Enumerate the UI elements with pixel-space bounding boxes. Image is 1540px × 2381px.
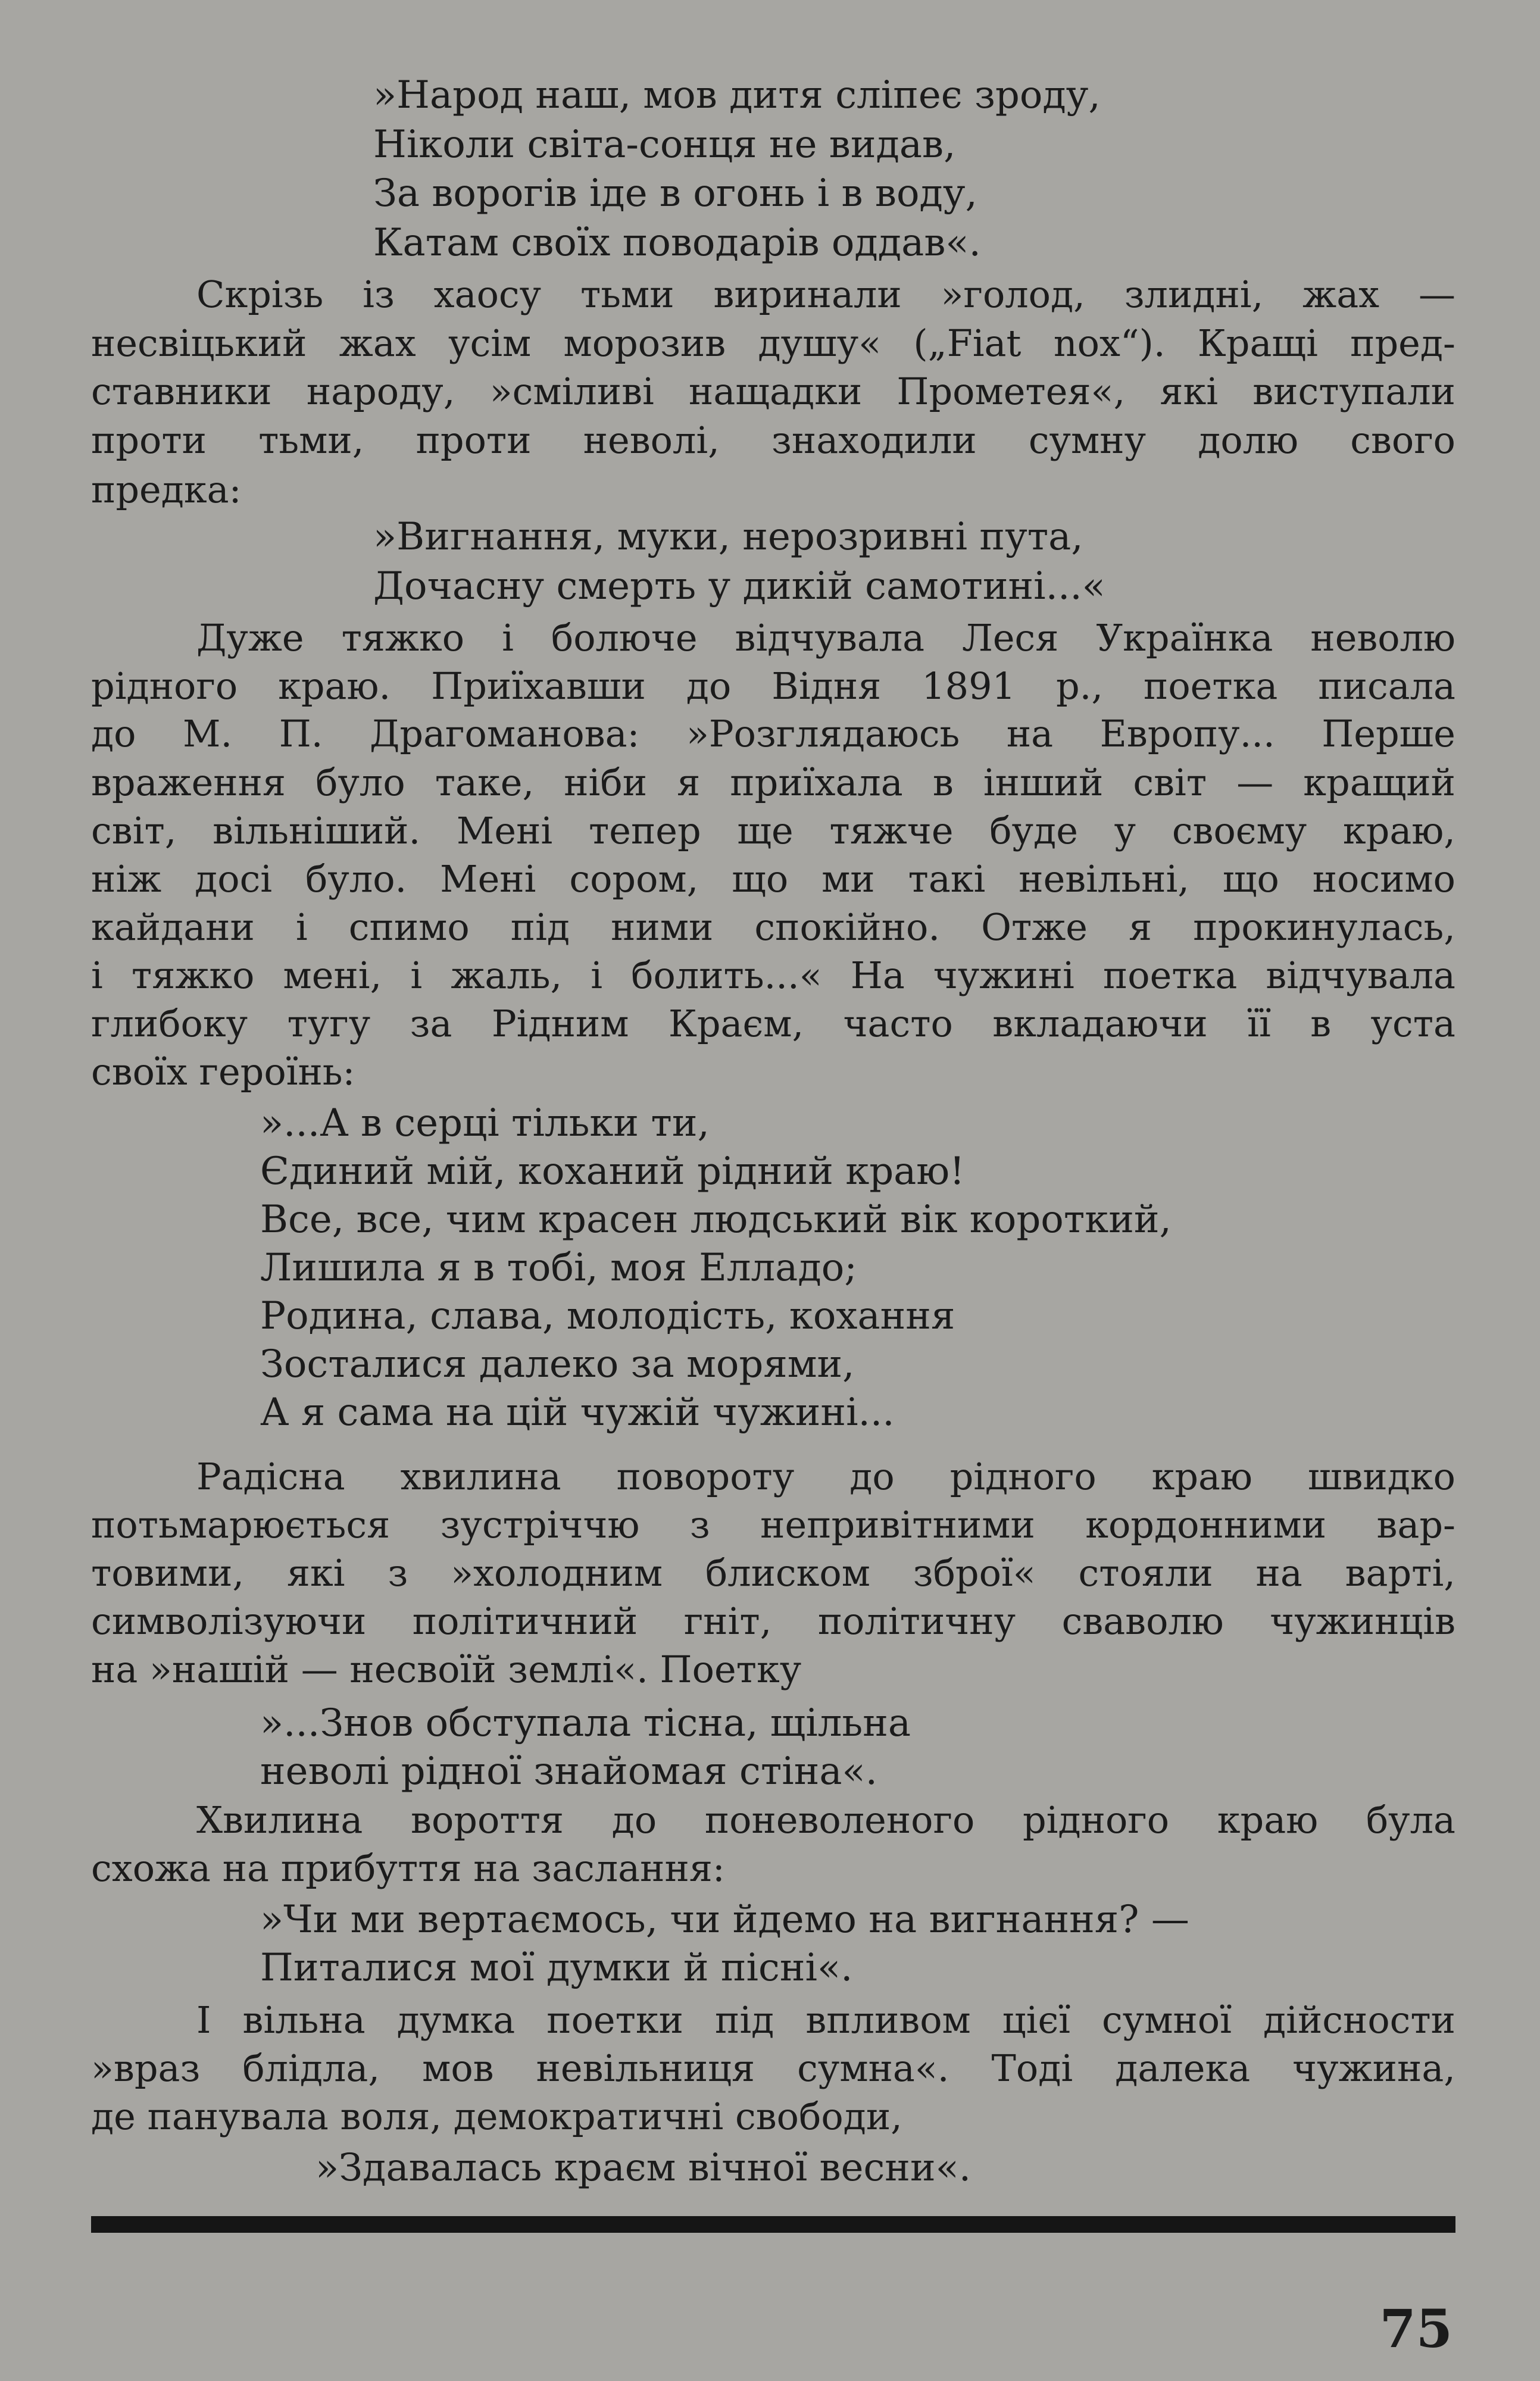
line-text: символізуючи політичний гніт, політичну сваволю чужинців	[91, 1599, 1455, 1643]
verse-line	[0, 1196, 1540, 1243]
verse-line	[0, 1244, 1540, 1292]
line-text: Питалися мої думки й пісні«.	[260, 1946, 853, 1990]
line-text: »Вигнання, муки, нерозривні пута,	[373, 515, 1083, 559]
line-text: ніж досі було. Мені сором, що ми такі невільні, що носимо	[91, 857, 1455, 901]
paragraph-line	[0, 663, 1540, 710]
paragraph-line	[0, 466, 1540, 514]
line-text: Дочасну смерть у дикій самотині...«	[373, 564, 1105, 608]
verse-line	[0, 563, 1540, 610]
verse-line	[0, 1896, 1540, 1943]
verse-line	[0, 1944, 1540, 1992]
line-text: проти тьми, проти неволі, знаходили сумну долю свого	[91, 418, 1455, 462]
line-text: неволі рідної знайомая стіна«.	[260, 1749, 877, 1793]
paragraph-line	[0, 271, 1540, 318]
line-text: »Здавалась краєм вічної весни«.	[316, 2146, 972, 2190]
line-text: Хвилина вороття до поневоленого рідного краю була	[196, 1798, 1455, 1842]
verse-line	[0, 1341, 1540, 1388]
paragraph-line	[0, 1845, 1540, 1892]
line-text: предка:	[91, 468, 242, 511]
line-text: Лишила я в тобі, моя Елладо;	[260, 1246, 857, 1290]
line-text: ставники народу, »сміливі нащадки Прометея«, які виступали	[91, 370, 1455, 413]
paragraph-line	[0, 417, 1540, 464]
paragraph-line	[0, 1048, 1540, 1096]
paragraph-line	[0, 1796, 1540, 1844]
line-text: світ, вільніший. Мені тепер ще тяжче буде у своєму краю,	[91, 809, 1455, 852]
verse-line	[0, 1292, 1540, 1340]
verse-line	[0, 1148, 1540, 1195]
paragraph-line	[0, 1646, 1540, 1693]
paragraph-line	[0, 614, 1540, 662]
verse-line	[0, 1389, 1540, 1436]
line-text: Радісна хвилина повороту до рідного краю швидко	[196, 1455, 1455, 1498]
verse-line	[0, 2144, 1540, 2192]
verse-line	[0, 219, 1540, 267]
verse-line	[0, 1699, 1540, 1747]
line-text: Родина, слава, молодість, кохання	[260, 1294, 955, 1338]
page-number: 75	[1379, 2298, 1452, 2360]
paragraph-line	[0, 759, 1540, 807]
line-text: І вільна думка поетки під впливом цієї сумної дійсности	[196, 1998, 1455, 2042]
line-text: Зосталися далеко за морями,	[260, 1342, 855, 1386]
line-text: Єдиний мій, коханий рідний краю!	[260, 1149, 965, 1193]
line-text: кайдани і спимо під ними спокійно. Отже я прокинулась,	[91, 905, 1455, 949]
paragraph-line	[0, 1996, 1540, 2044]
paragraph-line	[0, 368, 1540, 415]
verse-line	[0, 170, 1540, 217]
paragraph-line	[0, 2045, 1540, 2092]
line-text: схожа на прибуття на заслання:	[91, 1846, 725, 1890]
line-text: де панувала воля, демократичні свободи,	[91, 2095, 902, 2138]
line-text: »...Знов обступала тісна, щільна	[260, 1701, 911, 1745]
paragraph-line	[0, 320, 1540, 367]
paragraph-line	[0, 855, 1540, 903]
line-text: несвіцький жах усім морозив душу« („Fiat nox“). Кращі пред-	[91, 321, 1455, 365]
line-text: »враз блідла, мов невільниця сумна«. Тоді далека чужина,	[91, 2046, 1455, 2090]
line-text: своїх героїнь:	[91, 1050, 355, 1093]
verse-line	[0, 513, 1540, 561]
line-text: Все, все, чим красен людський вік короткий,	[260, 1198, 1172, 1242]
line-text: Ніколи світа-сонця не видав,	[373, 123, 956, 167]
paragraph-line	[0, 1549, 1540, 1597]
paragraph-line	[0, 1501, 1540, 1549]
footer-rule	[91, 2216, 1455, 2233]
paragraph-line	[0, 952, 1540, 999]
line-text: Катам своїх поводарів оддав«.	[373, 221, 981, 265]
verse-line	[0, 71, 1540, 119]
line-text: Скрізь із хаосу тьми виринали »голод, злидні, жах —	[196, 273, 1455, 316]
paragraph-line	[0, 710, 1540, 758]
verse-line	[0, 1099, 1540, 1147]
line-text: »Народ наш, мов дитя сліпеє зроду,	[373, 73, 1101, 117]
line-text: до М. П. Драгоманова: »Розглядаюсь на Европу... Перше	[91, 712, 1455, 755]
verse-line	[0, 121, 1540, 168]
line-text: »...А в серці тільки ти,	[260, 1101, 710, 1145]
line-text: рідного краю. Приїхавши до Відня 1891 р., поетка писала	[91, 664, 1455, 708]
paragraph-line	[0, 807, 1540, 855]
line-text: на »нашій — несвоїй землі«. Поетку	[91, 1648, 802, 1691]
paragraph-line	[0, 1453, 1540, 1501]
paragraph-line	[0, 2093, 1540, 2141]
line-text: Дуже тяжко і болюче відчувала Леся Українка неволю	[196, 616, 1455, 660]
paragraph-line	[0, 1000, 1540, 1048]
paragraph-line	[0, 904, 1540, 951]
line-text: »Чи ми вертаємось, чи йдемо на вигнання? —	[260, 1898, 1189, 1942]
line-text: враження було таке, ніби я приїхала в інший світ — кращий	[91, 761, 1455, 804]
line-text: потьмарюється зустріччю з непривітними кордонними вар-	[91, 1503, 1455, 1546]
line-text: А я сама на цій чужій чужині...	[260, 1391, 895, 1435]
line-text: За ворогів іде в огонь і в воду,	[373, 171, 977, 215]
verse-line	[0, 1748, 1540, 1795]
line-text: товими, які з »холодним блиском зброї« стояли на варті,	[91, 1551, 1455, 1595]
paragraph-line	[0, 1598, 1540, 1645]
line-text: глибоку тугу за Рідним Краєм, часто вкладаючи її в уста	[91, 1002, 1455, 1045]
line-text: і тяжко мені, і жаль, і болить...« На чужині поетка відчувала	[91, 954, 1455, 997]
